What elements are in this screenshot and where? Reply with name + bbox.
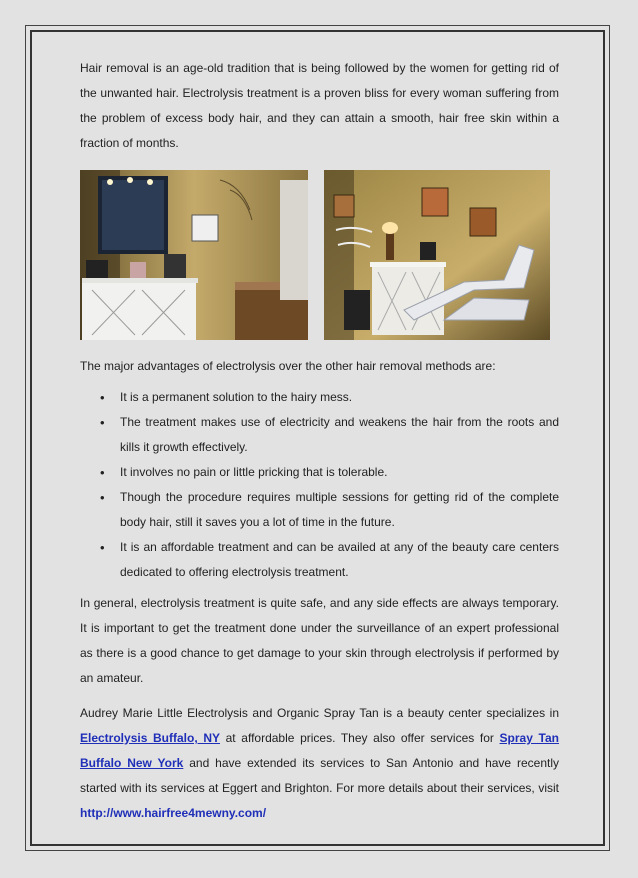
spray-tan-buffalo-link[interactable]: Spray Tan Buffalo New York [80,731,559,770]
safety-paragraph: In general, electrolysis treatment is quite safe, and any side effects are always temporary. It is important to get the treatment done under the surveillance of an expert professional as there is a good chance to get damage to your skin through electrolysis if performed by an amateur. [80,596,559,685]
contact-paragraph [80,701,559,826]
electrolysis-buffalo-link[interactable]: Electrolysis Buffalo, NY [80,731,220,745]
list-item: • Though the procedure requires multiple sessions for getting rid of the complete body hair, still it saves you a lot of time in the future. [80,485,559,535]
advantages-list [80,385,559,585]
intro-paragraph: Hair removal is an age-old tradition that is being followed by the women for getting rid of the unwanted hair. Electrolysis treatment is a proven bliss for every woman suffering from the problem of excess body hair, and they can attain a smooth, hair free skin within a fraction of months. [80,61,559,150]
list-item: • It is an affordable treatment and can be availed at any of the beauty care centers dedicated to offering electrolysis treatment. [80,535,559,585]
photo-row [80,170,559,340]
list-item: • The treatment makes use of electricity and weakens the hair from the roots and kills it growth effectively. [80,410,559,460]
website-link[interactable]: http://www.hairfree4mewny.com/ [80,806,267,820]
contact-text-3: and have extended its services to San Antonio and have recently started with its services at Eggert and Brighton. For more details about their services, visit [80,756,560,795]
list-item: • It involves no pain or little pricking that is tolerable. [80,460,559,485]
treatment-room-photo-right [324,170,550,340]
contact-text-1: Audrey Marie Little Electrolysis and Organic Spray Tan is a beauty center specializes in [80,706,559,720]
list-item: • It is a permanent solution to the hairy mess. [80,385,559,410]
document-body [80,56,559,826]
advantages-intro: The major advantages of electrolysis over the other hair removal methods are: [80,359,496,373]
treatment-room-photo-left [80,170,308,340]
contact-text-2: at affordable prices. They also offer services for [219,731,500,745]
